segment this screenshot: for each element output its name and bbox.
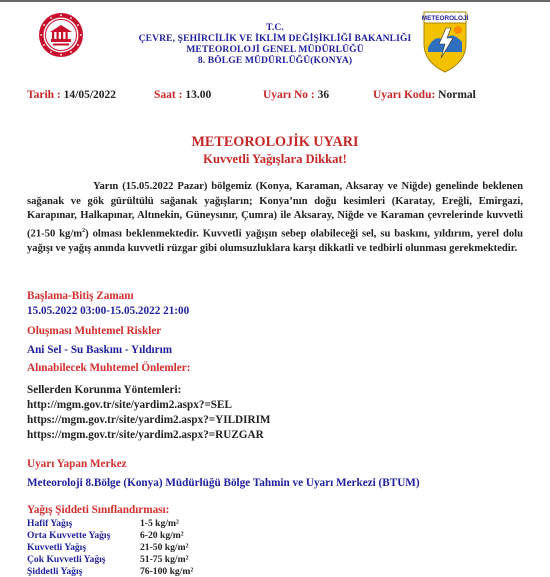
warning-title: METEOROLOJİK UYARI bbox=[191, 134, 359, 150]
classification-name: Şiddetli Yağış bbox=[27, 566, 83, 577]
classification-value: 6-20 kg/m² bbox=[140, 530, 184, 541]
date-field bbox=[27, 89, 116, 101]
regional-directorate-name: 8. BÖLGE MÜDÜRLÜĞÜ(KONYA) bbox=[197, 55, 353, 66]
classification-name: Hafif Yağış bbox=[27, 518, 73, 529]
classification-row bbox=[27, 566, 193, 577]
date-label: Tarih : bbox=[27, 89, 64, 101]
paragraph-superscript: 2 bbox=[82, 227, 86, 234]
center-value: Meteoroloji 8.Bölge (Konya) Müdürlüğü Bölge Tahmin ve Uyarı Merkezi (BTUM) bbox=[27, 477, 420, 489]
start-end-label: Başlama-Bitiş Zamanı bbox=[27, 290, 134, 302]
link-yildirim[interactable]: https://mgm.gov.tr/site/yardim2.aspx?=YILDIRIM bbox=[27, 414, 271, 426]
classification-value: 1-5 kg/m² bbox=[140, 518, 179, 529]
logo-text: METEOROLOJİ bbox=[422, 15, 468, 23]
header-line-1: T.C. bbox=[266, 22, 284, 33]
risks-value: Ani Sel - Su Baskını - Yıldırım bbox=[27, 344, 173, 356]
link-sel[interactable]: http://mgm.gov.tr/site/yardim2.aspx?=SEL bbox=[27, 399, 232, 411]
classification-row bbox=[27, 542, 188, 553]
start-end-value: 15.05.2022 03:00-15.05.2022 21:00 bbox=[27, 305, 190, 317]
time-label: Saat : bbox=[154, 89, 186, 101]
warning-code-field bbox=[373, 89, 476, 101]
warning-number-value: 36 bbox=[317, 89, 330, 101]
classification-name: Çok Kuvvetli Yağış bbox=[27, 554, 106, 565]
classification-label: Yağış Şiddeti Sınıflandırması: bbox=[27, 504, 170, 516]
risks-label: Oluşması Muhtemel Riskler bbox=[27, 325, 162, 337]
ministry-name: ÇEVRE, ŞEHİRCİLİK VE İKLİM DEĞİŞİKLİĞİ BAKANLIĞI bbox=[138, 33, 412, 44]
classification-row bbox=[27, 518, 179, 529]
classification-value: 51-75 kg/m² bbox=[140, 554, 189, 565]
classification-row bbox=[27, 554, 188, 565]
classification-row bbox=[27, 530, 184, 541]
warning-code-label: Uyarı Kodu: bbox=[373, 89, 439, 101]
warning-code-value: Normal bbox=[438, 89, 476, 101]
link-ruzgar[interactable]: https://mgm.gov.tr/site/yardim2.aspx?=RUZGAR bbox=[27, 429, 264, 441]
date-value: 14/05/2022 bbox=[63, 89, 117, 101]
classification-name: Orta Kuvvette Yağış bbox=[27, 530, 111, 541]
protection-label: Sellerden Korunma Yöntemleri: bbox=[27, 384, 182, 396]
ministry-logo bbox=[38, 12, 84, 58]
warning-number-label: Uyarı No : bbox=[263, 89, 318, 101]
paragraph-text-a: Yarın (15.05.2022 Pazar) bölgemiz (Konya, Karaman, Aksaray ve Niğde) genelinde beklenen sağanak ve gök gürültülü sağanak yağışların; Konya’nın doğu kesimleri (Karatay, Ereğli, Emirgazi, Karapınar, Halkapınar, Altınekin, Güneysınır, Çumra) ile Aksaray, Niğde ve Karaman çevrelerinde kuvvetli (21-50 kg/m bbox=[27, 181, 523, 240]
paragraph-text-b: ) olması beklenmektedir. Kuvvetli yağışın sebep olabileceği sel, su baskını, yıldırım, yerel dolu yağışı ve yağış anında kuvvetli rüzgar gibi olumsuzluklara karşı dikkatli ve tedbirli olunması gerekmektedir. bbox=[27, 228, 523, 254]
classification-value: 21-50 kg/m² bbox=[140, 542, 189, 553]
classification-name: Kuvvetli Yağış bbox=[27, 542, 87, 553]
time-value: 13.00 bbox=[185, 89, 212, 101]
measures-label: Alınabilecek Muhtemel Önlemler: bbox=[27, 362, 191, 374]
time-field bbox=[154, 89, 211, 101]
directorate-name: METEOROLOJİ GENEL MÜDÜRLÜĞÜ bbox=[186, 44, 364, 55]
classification-value: 76-100 kg/m² bbox=[140, 566, 194, 577]
center-label: Uyarı Yapan Merkez bbox=[27, 458, 127, 470]
top-border bbox=[0, 0, 550, 2]
warning-paragraph bbox=[27, 180, 523, 257]
warning-subtitle: Kuvvetli Yağışlara Dikkat! bbox=[203, 152, 347, 166]
warning-number-field bbox=[263, 89, 329, 101]
